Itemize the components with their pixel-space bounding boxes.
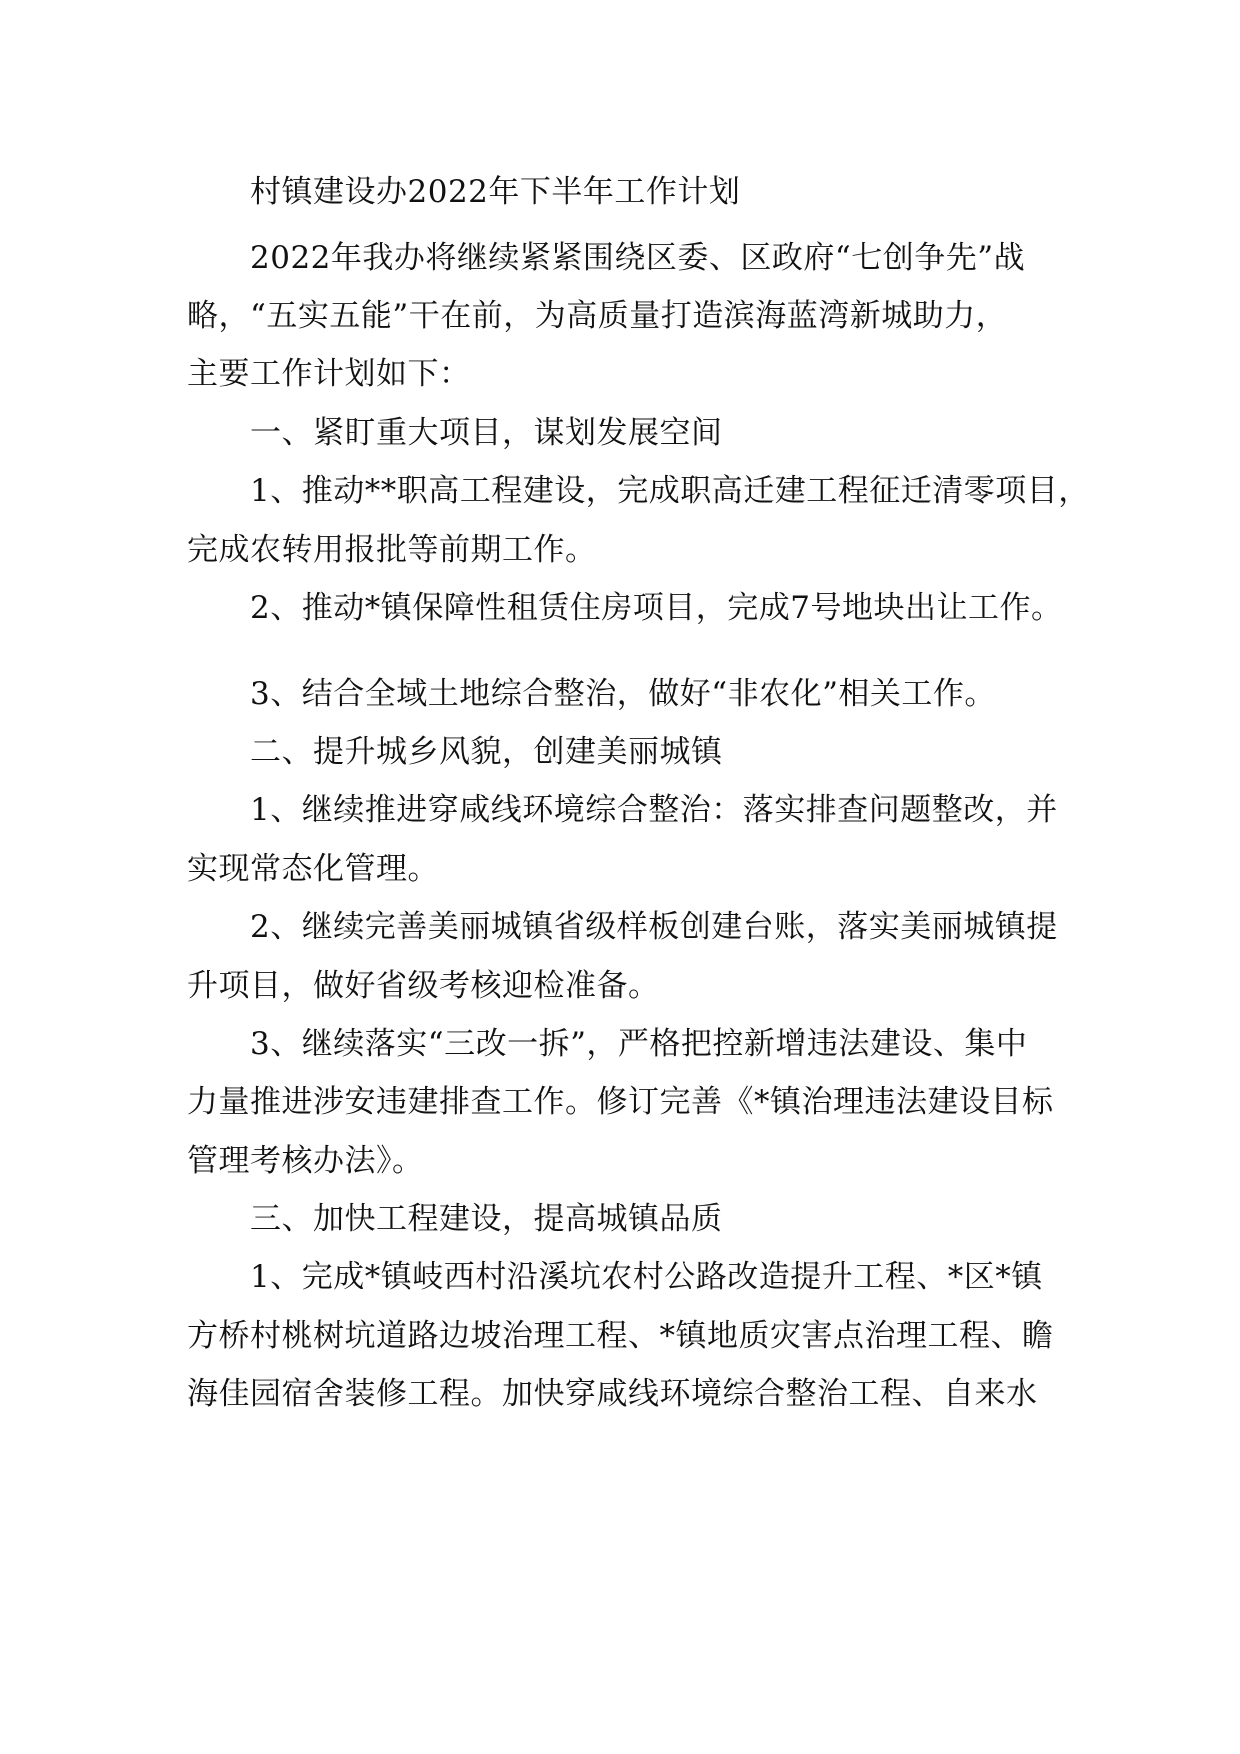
document-title: 村镇建设办2022年下半年工作计划 bbox=[250, 174, 741, 210]
paragraph-line: 略，“五实五能”干在前，为高质量打造滨海蓝湾新城助力， bbox=[187, 298, 1008, 334]
paragraph-line: 管理考核办法》。 bbox=[187, 1143, 424, 1179]
paragraph-line: 力量推进涉安违建排查工作。修订完善《*镇治理违法建设目标 bbox=[187, 1084, 1054, 1120]
paragraph-line: 1、继续推进穿咸线环境综合整治：落实排查问题整改，并 bbox=[250, 792, 1058, 828]
section-heading: 一、紧盯重大项目，谋划发展空间 bbox=[250, 415, 723, 451]
paragraph-line: 完成农转用报批等前期工作。 bbox=[187, 532, 597, 568]
paragraph-line: 1、推动**职高工程建设，完成职高迁建工程征迁清零项目， bbox=[250, 473, 1090, 509]
paragraph-line: 升项目，做好省级考核迎检准备。 bbox=[187, 968, 660, 1004]
paragraph-line: 2022年我办将继续紧紧围绕区委、区政府“七创争先”战 bbox=[250, 240, 1026, 276]
paragraph-line: 方桥村桃树坑道路边坡治理工程、*镇地质灾害点治理工程、瞻 bbox=[187, 1318, 1054, 1354]
paragraph-line: 1、完成*镇岐西村沿溪坑农村公路改造提升工程、*区*镇 bbox=[250, 1259, 1043, 1295]
paragraph-line: 2、继续完善美丽城镇省级样板创建台账，落实美丽城镇提 bbox=[250, 909, 1058, 945]
paragraph-line: 3、结合全域土地综合整治，做好“非农化”相关工作。 bbox=[250, 676, 996, 712]
section-heading: 二、提升城乡风貌，创建美丽城镇 bbox=[250, 734, 723, 770]
section-heading: 三、加快工程建设，提高城镇品质 bbox=[250, 1201, 723, 1237]
paragraph-line: 3、继续落实“三改一拆”，严格把控新增违法建设、集中 bbox=[250, 1026, 1028, 1062]
paragraph-line: 2、推动*镇保障性租赁住房项目，完成7号地块出让工作。 bbox=[250, 590, 1063, 626]
paragraph-line: 海佳园宿舍装修工程。加快穿咸线环境综合整治工程、自来水 bbox=[187, 1376, 1038, 1412]
paragraph-line: 实现常态化管理。 bbox=[187, 851, 439, 887]
paragraph-line: 主要工作计划如下： bbox=[187, 356, 471, 392]
